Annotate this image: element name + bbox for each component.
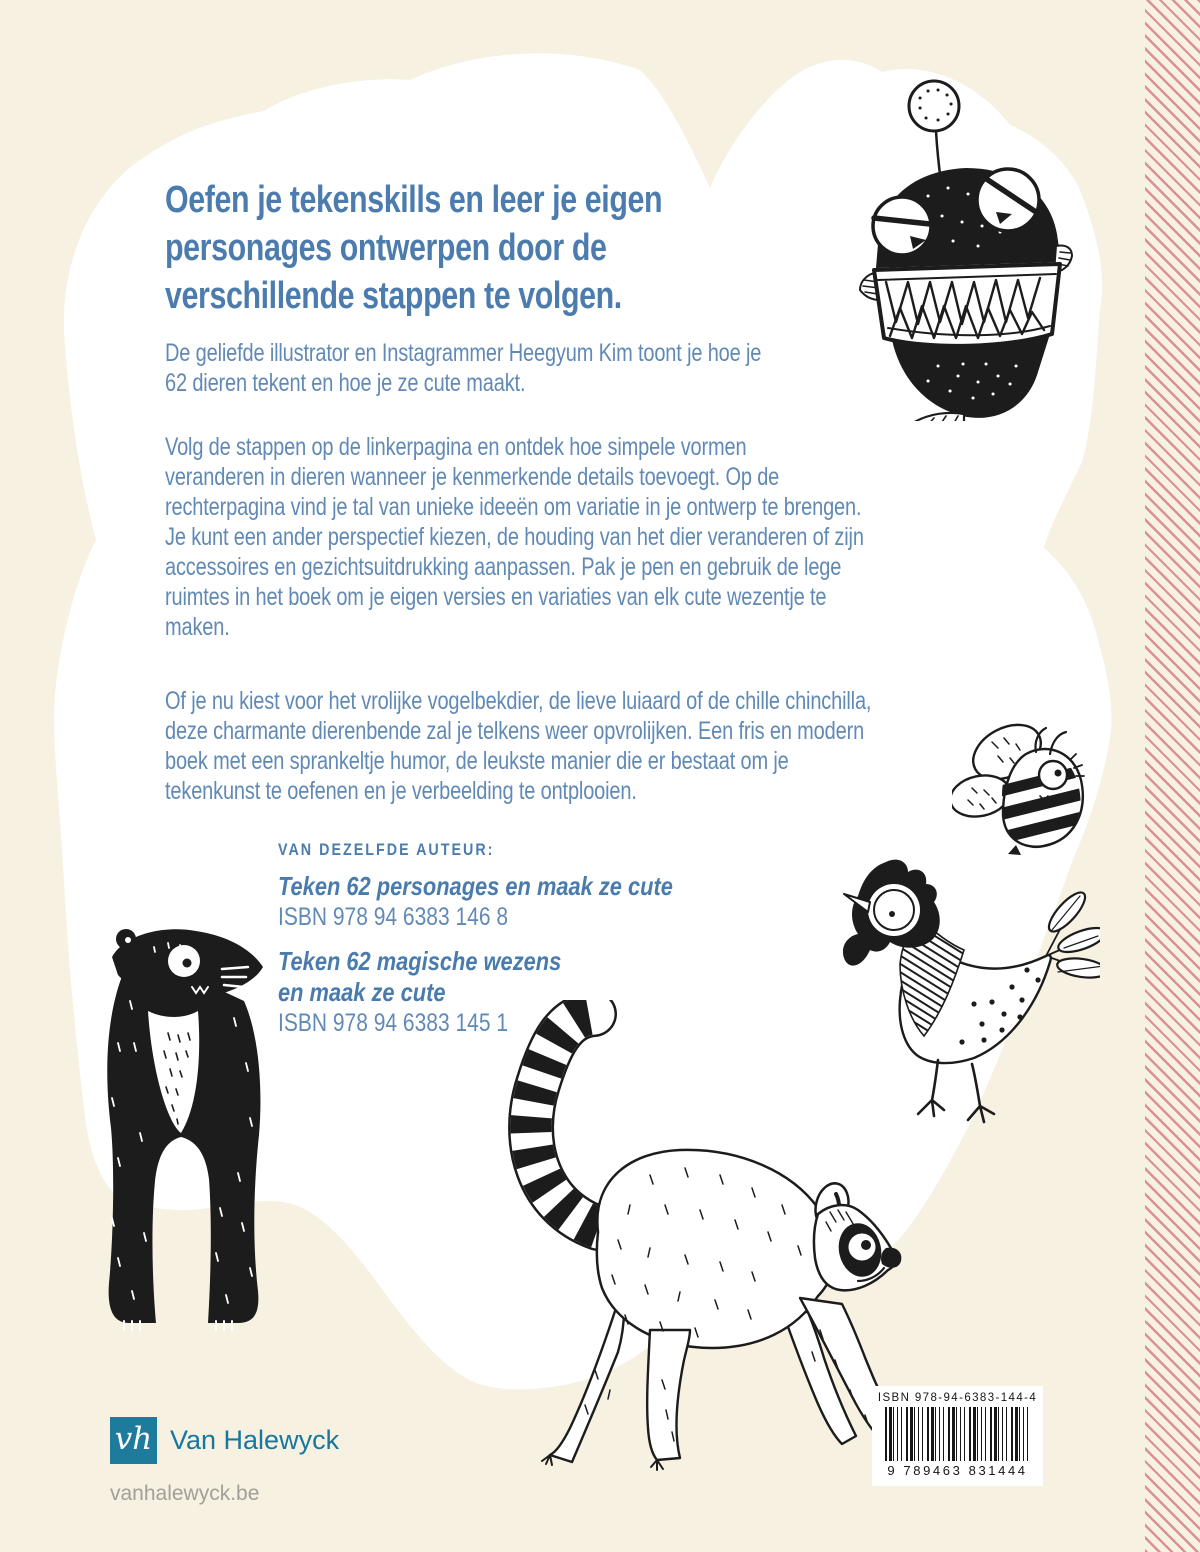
paragraph-line: tekenkunst te oefenen en je verbeelding te ontplooien.	[165, 777, 637, 805]
barcode	[872, 1386, 1043, 1486]
intro-paragraph	[165, 338, 761, 398]
van-halewyck-logo-icon	[110, 1417, 157, 1464]
paragraph-line: accessoires en gezichtsuitdrukking aanpassen. Pak je pen en gebruik de lege	[165, 553, 842, 581]
anglerfish-illustration	[858, 76, 1073, 421]
book-title: Teken 62 magische wezens	[278, 946, 562, 976]
publisher-block	[110, 1417, 339, 1506]
book-isbn: ISBN 978 94 6383 145 1	[278, 1009, 509, 1037]
publisher-name: Van Halewyck	[170, 1425, 340, 1455]
book-title: en maak ze cute	[278, 977, 446, 1007]
paragraph-line: Je kunt een ander perspectief kiezen, de houding van het dier veranderen of zijn	[165, 523, 864, 551]
weasel-illustration	[84, 923, 269, 1335]
paragraph-line: boek met een sprankeltje humor, de leukste manier die er bestaat om je	[165, 747, 789, 775]
headline-line: Oefen je tekenskills en leer je eigen	[165, 179, 663, 221]
paragraph-line: maken.	[165, 613, 230, 641]
publisher-website: vanhalewyck.be	[110, 1482, 260, 1505]
headline-line: personages ontwerpen door de	[165, 227, 607, 269]
paragraph-line: Volg de stappen op de linkerpagina en ontdek hoe simpele vormen	[165, 433, 747, 461]
book-isbn: ISBN 978 94 6383 146 8	[278, 903, 509, 931]
barcode-bars	[885, 1407, 1031, 1461]
lemur-illustration	[500, 1000, 905, 1485]
paragraph-line: rechterpagina vind je tal van unieke ideeën om variatie in je ontwerp te brengen.	[165, 493, 862, 521]
paragraph-line: deze charmante dierenbende zal je telkens weer opvrolijken. Een fris en modern	[165, 717, 865, 745]
barcode-isbn-label: ISBN 978-94-6383-144-4	[877, 1392, 1038, 1404]
steps-paragraph	[165, 432, 864, 642]
paragraph-line: 62 dieren tekent en hoe je ze cute maakt.	[165, 369, 526, 397]
book-title: Teken 62 personages en maak ze cute	[278, 871, 673, 901]
bee-illustration	[952, 718, 1102, 856]
other-books-label: VAN DEZELFDE AUTEUR:	[278, 840, 495, 859]
barcode-digits: 9 789463 831444	[887, 1463, 1028, 1478]
closing-paragraph	[165, 686, 871, 806]
paragraph-line: veranderen in dieren wanneer je kenmerkende details toevoegt. Op de	[165, 463, 780, 491]
paragraph-line: Of je nu kiest voor het vrolijke vogelbekdier, de lieve luiaard of de chille chinchilla,	[165, 687, 872, 715]
headline-line: verschillende stappen te volgen.	[165, 275, 622, 317]
paragraph-line: ruimtes in het boek om je eigen versies en variaties van elk cute wezentje te	[165, 583, 827, 611]
logo-monogram: vh	[114, 1420, 153, 1457]
paragraph-line: De geliefde illustrator en Instagrammer Heegyum Kim toont je hoe je	[165, 339, 762, 367]
headline	[165, 176, 662, 320]
